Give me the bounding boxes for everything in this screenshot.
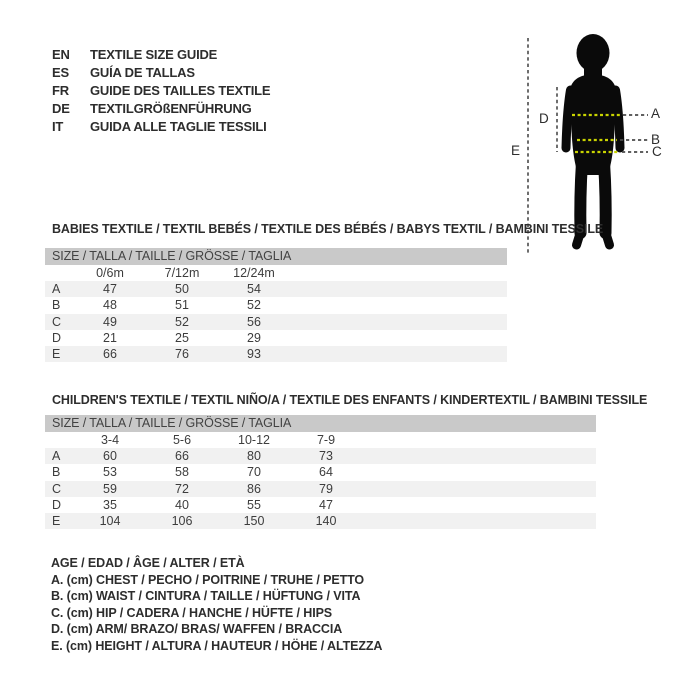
row-label: B [52, 298, 61, 313]
cell: 53 [103, 465, 117, 480]
row-label: A [52, 449, 61, 464]
lang-code: IT [52, 119, 64, 135]
cell: 58 [175, 465, 189, 480]
legend-line-hip: C. (cm) HIP / CADERA / HANCHE / HÜFTE / HIPS [51, 605, 333, 620]
children-section-title: CHILDREN'S TEXTILE / TEXTIL NIÑO/A / TEXTILE DES ENFANTS / KINDERTEXTIL / BAMBINI TESSILE [52, 393, 648, 407]
cell: 150 [243, 513, 265, 528]
column-header: 7/12m [164, 266, 200, 280]
column-header-row [45, 265, 507, 281]
column-header: 7-9 [316, 433, 336, 447]
cell: 47 [319, 497, 333, 512]
row-label: C [52, 314, 62, 329]
cell: 76 [175, 346, 189, 361]
table-row [45, 314, 507, 330]
cell: 55 [247, 497, 261, 512]
table-row [45, 464, 596, 480]
babies-section-title: BABIES TEXTILE / TEXTIL BEBÉS / TEXTILE DES BÉBÉS / BABYS TEXTIL / BAMBINI TESSILE [52, 222, 604, 236]
cell: 56 [247, 314, 261, 329]
cell: 140 [315, 513, 337, 528]
row-label: A [52, 282, 61, 297]
marker-label-waist: B [651, 132, 661, 147]
row-label: B [52, 465, 61, 480]
cell: 72 [175, 481, 189, 496]
marker-label-height: E [511, 143, 521, 158]
cell: 73 [319, 449, 333, 464]
children-size-table [45, 415, 596, 529]
legend-line-height: E. (cm) HEIGHT / ALTURA / HAUTEUR / HÖHE / ALTEZZA [51, 638, 383, 653]
table-row [45, 346, 507, 362]
lang-row-fr [52, 81, 270, 99]
legend-line-chest: A. (cm) CHEST / PECHO / POITRINE / TRUHE / PETTO [51, 572, 365, 587]
lang-title: GUÍA DE TALLAS [90, 64, 195, 80]
legend-line-arm: D. (cm) ARM/ BRAZO/ BRAS/ WAFFEN / BRACCIA [51, 622, 343, 636]
babies-size-table [45, 248, 507, 362]
cell: 47 [103, 282, 117, 297]
lang-code: FR [52, 82, 69, 98]
column-header: 5-6 [172, 433, 192, 447]
table-row [45, 281, 507, 297]
legend-line-age: AGE / EDAD / ÂGE / ALTER / ETÀ [51, 556, 245, 570]
lang-row-it [52, 118, 270, 136]
lang-title: GUIDE DES TAILLES TEXTILE [90, 82, 271, 98]
column-header: 10-12 [238, 433, 270, 447]
row-label: D [52, 497, 62, 512]
cell: 64 [319, 465, 333, 480]
cell: 79 [319, 481, 333, 496]
table-row [45, 297, 507, 313]
row-label: D [52, 330, 62, 345]
lang-title: TEXTILGRÖßENFÜHRUNG [90, 101, 252, 117]
lang-row-de [52, 100, 270, 118]
lang-row-en [52, 45, 270, 63]
cell: 52 [247, 298, 261, 313]
cell: 60 [103, 449, 117, 464]
empty-corner-cell [45, 432, 74, 448]
cell: 104 [99, 513, 121, 528]
row-label: E [52, 513, 61, 528]
cell: 51 [175, 298, 189, 313]
measurement-legend [51, 555, 382, 654]
column-header: 3-4 [100, 433, 120, 447]
lang-title: GUIDA ALLE TAGLIE TESSILI [90, 119, 267, 135]
cell: 50 [175, 282, 189, 297]
table-row [45, 330, 507, 346]
cell: 66 [103, 346, 117, 361]
row-label: C [52, 481, 62, 496]
size-header-bar: SIZE / TALLA / TAILLE / GRÖSSE / TAGLIA [45, 415, 596, 432]
lang-code: ES [52, 64, 69, 80]
marker-label-chest: A [651, 106, 661, 121]
table-row [45, 481, 596, 497]
language-title-list [52, 45, 270, 136]
cell: 80 [247, 449, 261, 464]
cell: 21 [103, 330, 117, 345]
cell: 93 [247, 346, 261, 361]
cell: 59 [103, 481, 117, 496]
cell: 52 [175, 314, 189, 329]
cell: 106 [171, 513, 193, 528]
cell: 54 [247, 282, 261, 297]
lang-code: DE [52, 101, 70, 117]
cell: 25 [175, 330, 189, 345]
cell: 35 [103, 497, 117, 512]
size-header-bar: SIZE / TALLA / TAILLE / GRÖSSE / TAGLIA [45, 248, 507, 265]
lang-code: EN [52, 46, 70, 62]
lang-row-es [52, 63, 270, 81]
cell: 70 [247, 465, 261, 480]
marker-label-hip: C [652, 144, 662, 159]
cell: 40 [175, 497, 189, 512]
row-label: E [52, 346, 61, 361]
column-header: 12/24m [233, 266, 275, 280]
table-row [45, 448, 596, 464]
cell: 29 [247, 330, 261, 345]
cell: 86 [247, 481, 261, 496]
lang-title: TEXTILE SIZE GUIDE [90, 46, 218, 62]
table-row [45, 513, 596, 529]
legend-line-waist: B. (cm) WAIST / CINTURA / TAILLE / HÜFTUNG / VITA [51, 589, 361, 603]
cell: 66 [175, 449, 189, 464]
column-header-row [45, 432, 596, 448]
table-row [45, 497, 596, 513]
table-body [45, 448, 596, 529]
column-header: 0/6m [96, 266, 124, 280]
empty-corner-cell [45, 265, 74, 281]
cell: 48 [103, 298, 117, 313]
cell: 49 [103, 314, 117, 329]
table-body [45, 281, 507, 362]
marker-label-arm: D [539, 111, 549, 126]
